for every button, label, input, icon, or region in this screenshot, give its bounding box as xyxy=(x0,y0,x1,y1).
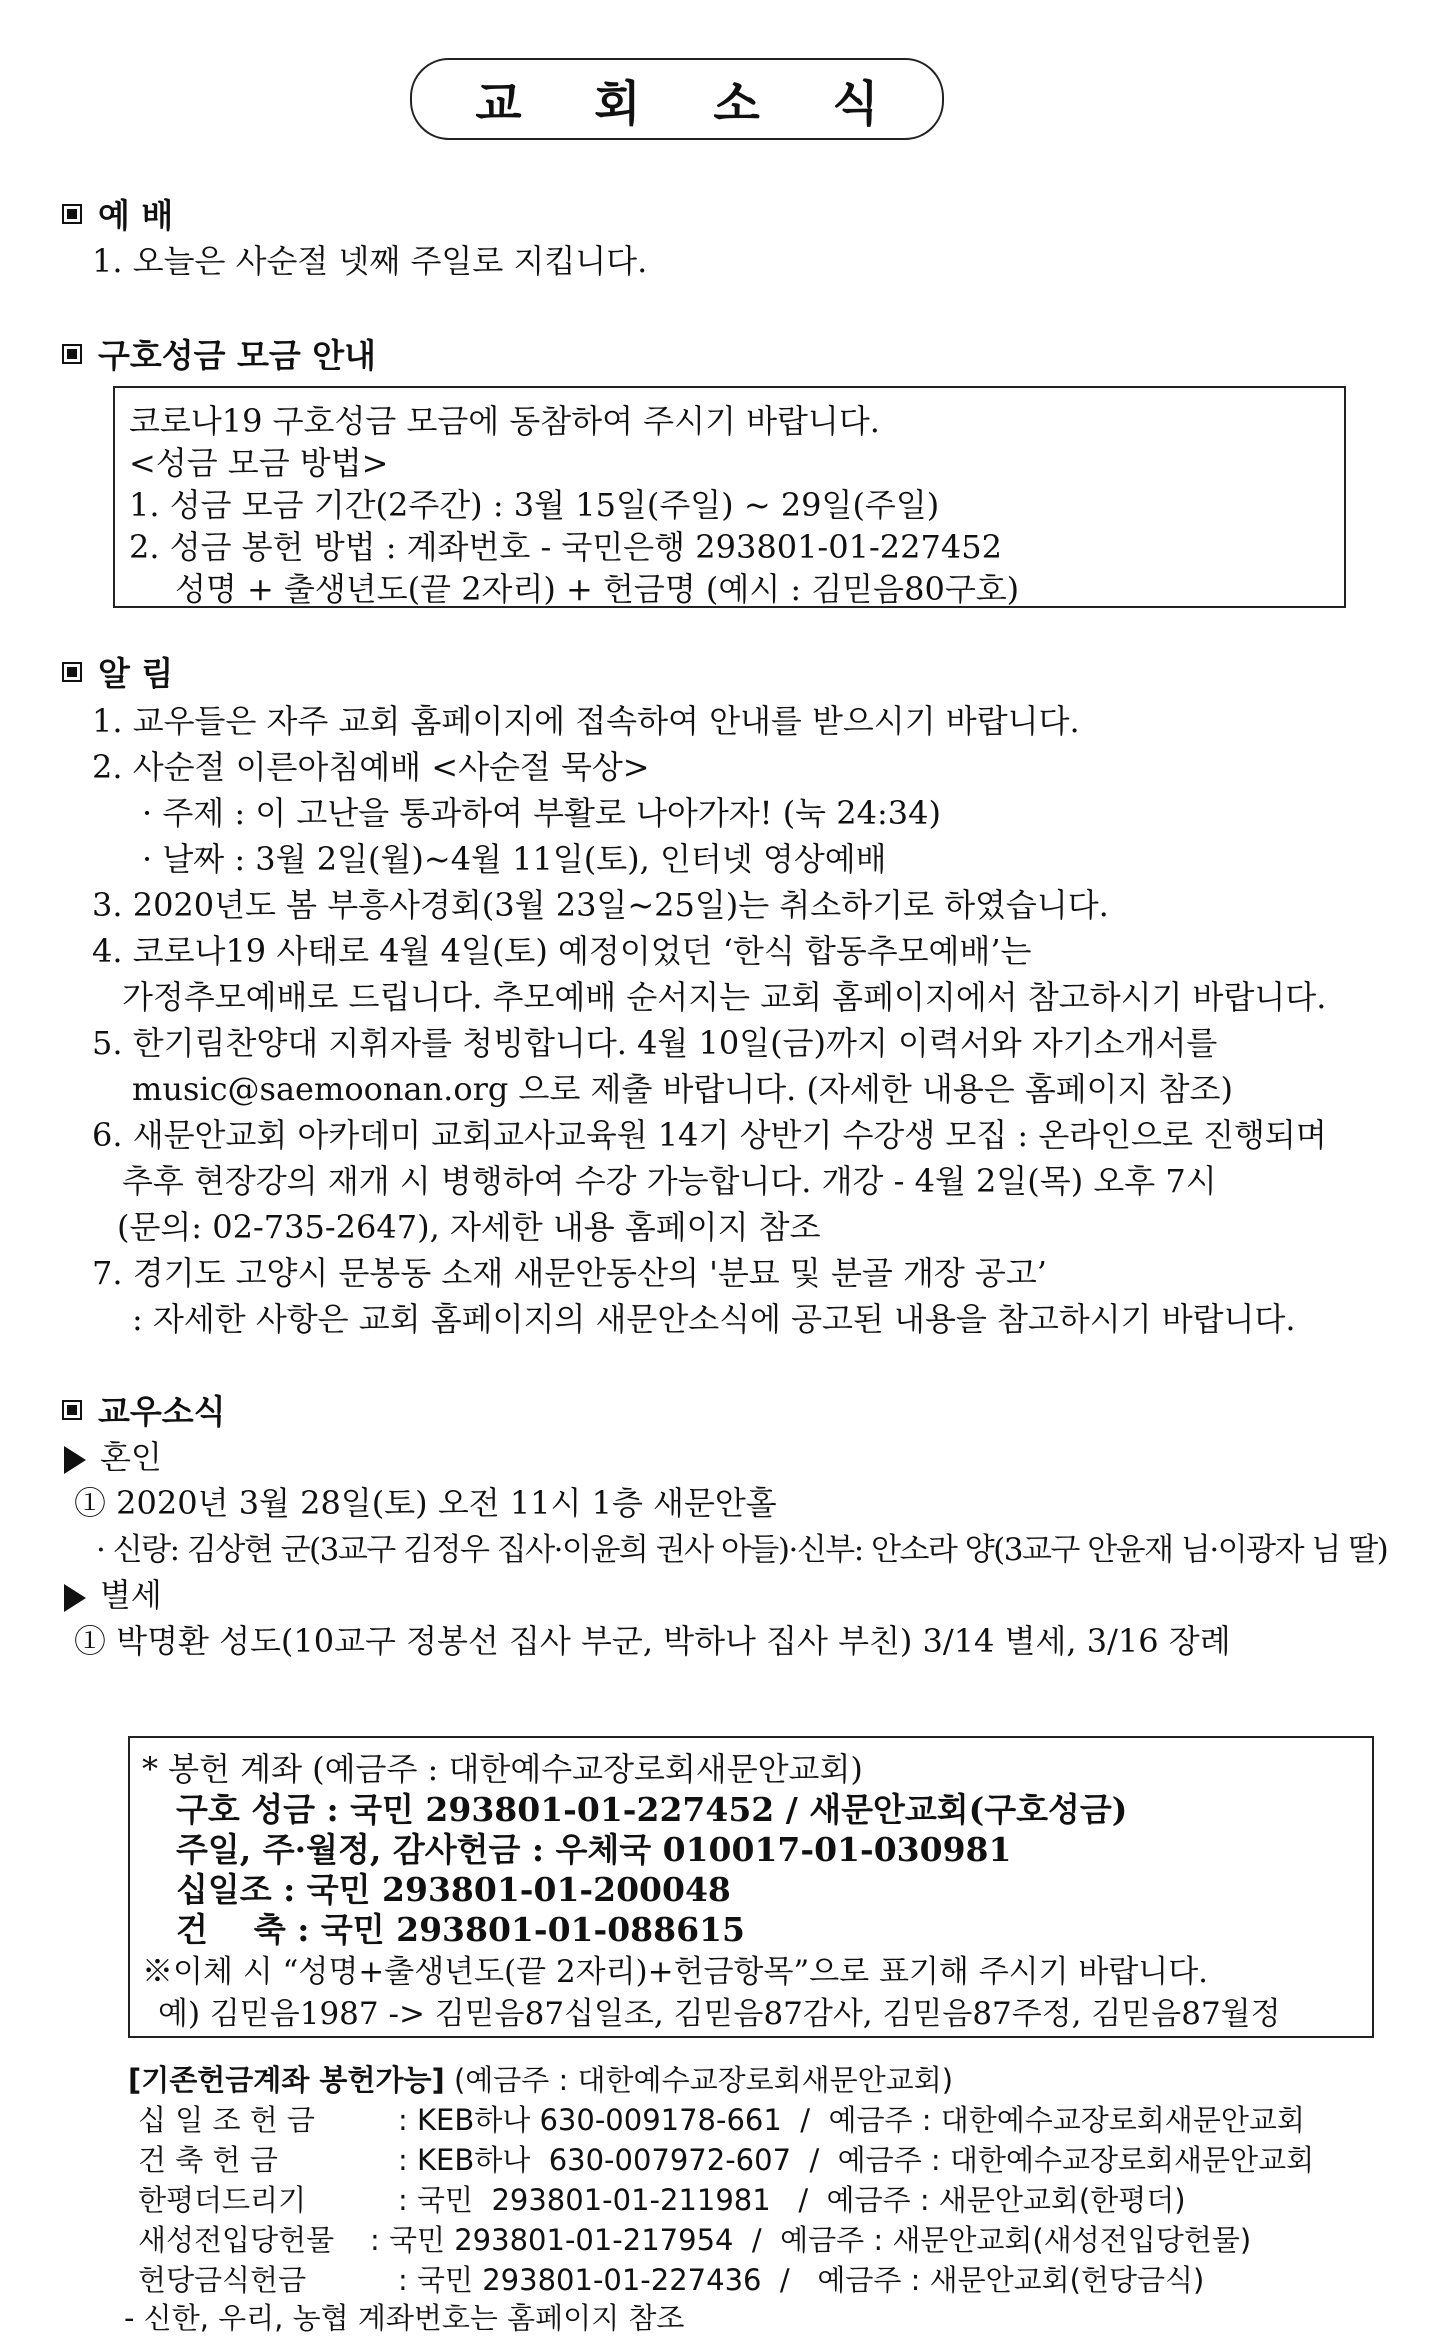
legacy-row-2-value: : KEB하나 630-007972-607 / 예금주 : 대한예수교장로회새문안교회 xyxy=(398,2143,1315,2177)
accounts-line-2: 구호 성금 : 국민 293801-01-227452 / 새문안교회(구호성금) xyxy=(176,1790,1128,1829)
square-bullet-icon xyxy=(62,662,82,682)
legacy-row-1-value: : KEB하나 630-009178-661 / 예금주 : 대한예수교장로회새문안교회 xyxy=(398,2103,1305,2137)
wedding-line-2: · 신랑: 김상현 군(3교구 김정우 집사·이윤희 권사 아들)·신부: 안소라 양(3교구 안윤재 님·이광자 님 딸) xyxy=(96,1532,1388,1568)
legacy-row-2-label: 건 축 헌 금 xyxy=(138,2143,278,2177)
notice-line-13: 7. 경기도 고양시 문봉동 소재 새문안동산의 '분묘 및 분골 개장 공고’ xyxy=(92,1254,1047,1292)
relief-line-1: 코로나19 구호성금 모금에 동참하여 주시기 바랍니다. xyxy=(129,402,880,440)
accounts-line-1: * 봉헌 계좌 (예금주 : 대한예수교장로회새문안교회) xyxy=(142,1750,863,1788)
page-title: 교 회 소 식 xyxy=(475,75,907,132)
notice-line-4: · 날짜 : 3월 2일(월)~4월 11일(토), 인터넷 영상예배 xyxy=(142,840,887,878)
legacy-row-4-label: 새성전입당헌물 xyxy=(138,2223,335,2257)
wedding-label: 혼인 xyxy=(64,1432,162,1478)
notice-line-6: 4. 코로나19 사태로 4월 4일(토) 예정이었던 ‘한식 합동추모예배’는 xyxy=(92,932,1032,970)
notice-line-11: 추후 현장강의 재개 시 병행하여 수강 가능합니다. 개강 - 4월 2일(목) 오후 7시 xyxy=(122,1162,1217,1200)
section-worship-title: 예 배 xyxy=(98,196,174,235)
triangle-bullet-icon xyxy=(64,1446,86,1474)
section-relief-heading xyxy=(62,330,376,377)
legacy-row-5-value: : 국민 293801-01-227436 / 예금주 : 새문안교회(헌당금식) xyxy=(398,2263,1205,2297)
triangle-bullet-icon xyxy=(64,1584,86,1612)
legacy-row-1-label: 십 일 조 헌 금 xyxy=(138,2103,315,2137)
relief-line-2: <성금 모금 방법> xyxy=(129,444,389,482)
legacy-row-5-label: 헌당금식헌금 xyxy=(138,2263,307,2297)
notice-line-7: 가정추모예배로 드립니다. 추모예배 순서지는 교회 홈페이지에서 참고하시기 바랍니다. xyxy=(122,978,1327,1016)
notice-line-14: : 자세한 사항은 교회 홈페이지의 새문안소식에 공고된 내용을 참고하시기 바랍니다. xyxy=(132,1300,1296,1338)
notice-line-12: (문의: 02-735-2647), 자세한 내용 홈페이지 참조 xyxy=(117,1208,821,1246)
relief-box xyxy=(113,386,1346,608)
notice-line-1: 1. 교우들은 자주 교회 홈페이지에 접속하여 안내를 받으시기 바랍니다. xyxy=(92,702,1080,740)
accounts-line-6: ※이체 시 “성명+출생년도(끝 2자리)+헌금항목”으로 표기해 주시기 바랍니다. xyxy=(142,1954,1209,1990)
section-relief-title: 구호성금 모금 안내 xyxy=(98,336,377,375)
legacy-header xyxy=(128,2058,953,2099)
notice-line-5: 3. 2020년도 봄 부흥사경회(3월 23일~25일)는 취소하기로 하였습니다. xyxy=(92,886,1109,924)
accounts-box xyxy=(128,1736,1374,2038)
legacy-header-rest: (예금주 : 대한예수교장로회새문안교회) xyxy=(444,2063,954,2097)
square-bullet-icon xyxy=(62,344,82,364)
legacy-footer: - 신한, 우리, 농협 계좌번호는 홈페이지 참조 xyxy=(124,2301,685,2335)
square-bullet-icon xyxy=(62,204,82,224)
section-members-title: 교우소식 xyxy=(98,1392,226,1431)
notice-line-3: · 주제 : 이 고난을 통과하여 부활로 나아가자! (눅 24:34) xyxy=(142,794,941,832)
legacy-row-4-value: : 국민 293801-01-217954 / 예금주 : 새문안교회(새성전입당헌물) xyxy=(370,2223,1252,2257)
accounts-line-5: 건 축 : 국민 293801-01-088615 xyxy=(176,1910,745,1949)
legacy-row-3-value: : 국민 293801-01-211981 / 예금주 : 새문안교회(한평더) xyxy=(398,2183,1186,2217)
legacy-header-bold: [기존헌금계좌 봉헌가능] xyxy=(128,2063,445,2097)
wedding-line-1: ① 2020년 3월 28일(토) 오전 11시 1층 새문안홀 xyxy=(74,1484,777,1522)
section-worship-heading xyxy=(62,190,173,237)
legacy-row-3-label: 한평더드리기 xyxy=(138,2183,307,2217)
title-box xyxy=(410,58,944,140)
death-label: 별세 xyxy=(64,1570,162,1616)
notice-line-8: 5. 한기림찬양대 지휘자를 청빙합니다. 4월 10일(금)까지 이력서와 자기소개서를 xyxy=(92,1024,1218,1062)
section-notice-title: 알 림 xyxy=(98,654,174,693)
notice-line-9: music@saemoonan.org 으로 제출 바랍니다. (자세한 내용은 홈페이지 참조) xyxy=(132,1070,1233,1108)
square-bullet-icon xyxy=(62,1400,82,1420)
accounts-line-3: 주일, 주·월정, 감사헌금 : 우체국 010017-01-030981 xyxy=(176,1830,1012,1869)
relief-line-4: 2. 성금 봉헌 방법 : 계좌번호 - 국민은행 293801-01-227452 xyxy=(129,528,1002,566)
section-notice-heading xyxy=(62,648,173,695)
notice-line-10: 6. 새문안교회 아카데미 교회교사교육원 14기 상반기 수강생 모집 : 온라인으로 진행되며 xyxy=(92,1116,1327,1154)
death-line-1: ① 박명환 성도(10교구 정봉선 집사 부군, 박하나 집사 부친) 3/14 별세, 3/16 장례 xyxy=(74,1622,1231,1660)
relief-line-3: 1. 성금 모금 기간(2주간) : 3월 15일(주일) ~ 29일(주일) xyxy=(129,486,940,524)
notice-line-2: 2. 사순절 이른아침예배 <사순절 묵상> xyxy=(92,748,650,786)
worship-item-1: 1. 오늘은 사순절 넷째 주일로 지킵니다. xyxy=(92,242,648,280)
section-members-heading xyxy=(62,1386,226,1433)
relief-line-5: 성명 + 출생년도(끝 2자리) + 헌금명 (예시 : 김믿음80구호) xyxy=(175,570,1020,608)
accounts-line-4: 십일조 : 국민 293801-01-200048 xyxy=(176,1870,731,1909)
accounts-line-7: 예) 김믿음1987 -> 김믿음87십일조, 김믿음87감사, 김믿음87주정, 김믿음87월정 xyxy=(158,1996,1281,2032)
